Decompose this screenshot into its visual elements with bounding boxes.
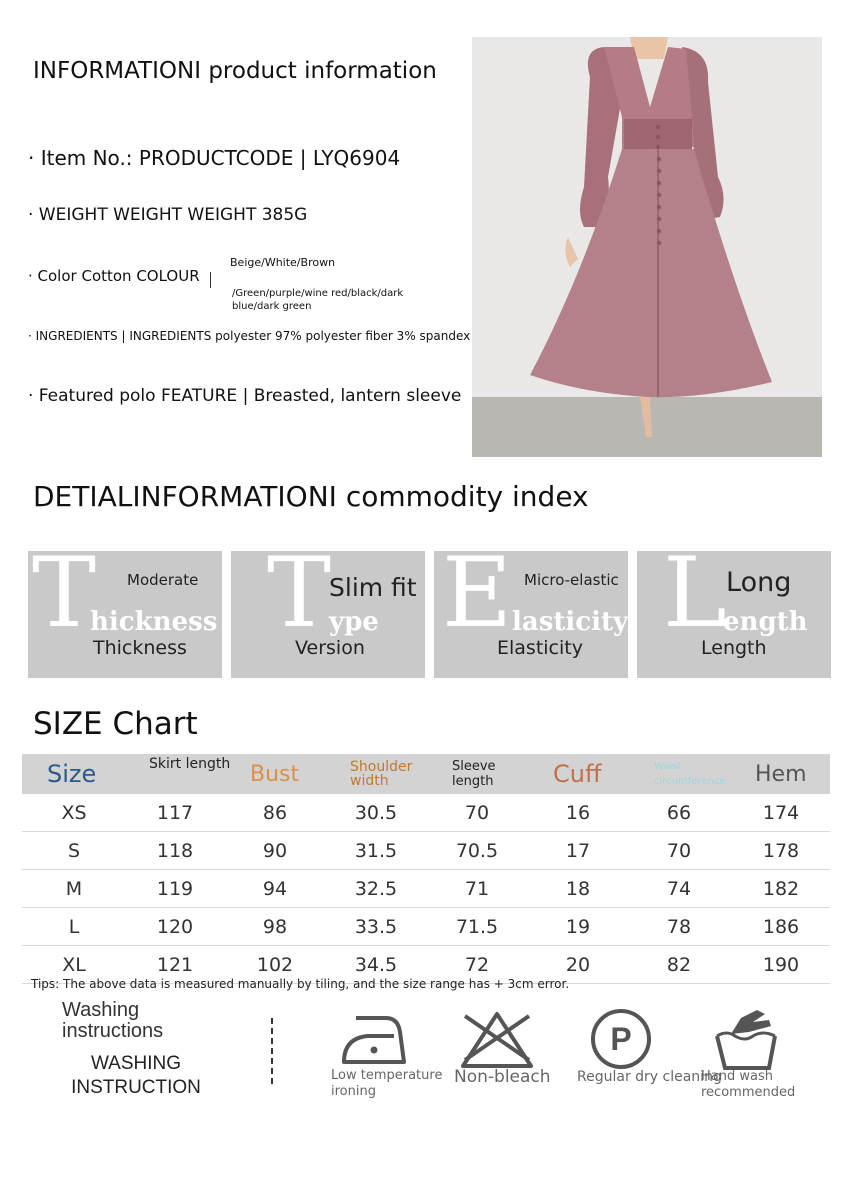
washing-subtitle: WASHING INSTRUCTION	[71, 1053, 201, 1098]
card-ghost-word: hickness	[90, 607, 218, 637]
bleach-label: Non-bleach	[454, 1067, 551, 1087]
type-card	[231, 551, 425, 678]
color-options-secondary: /Green/purple/wine red/black/dark blue/dark green	[232, 288, 404, 312]
color-options-primary: Beige/White/Brown	[230, 256, 336, 269]
svg-text:P: P	[610, 1021, 632, 1057]
table-cell: 120	[156, 915, 194, 938]
color-divider	[210, 272, 211, 288]
table-cell: 82	[666, 953, 692, 976]
table-cell: S	[67, 839, 81, 862]
table-cell: 71.5	[455, 915, 499, 938]
table-cell: 34.5	[354, 953, 398, 976]
table-cell: 102	[256, 953, 294, 976]
card-label: Version	[295, 637, 365, 659]
hand-wash-label: Hand wash recommended	[701, 1069, 796, 1100]
feature-line: · Featured polo FEATURE | Breasted, lantern sleeve	[28, 386, 462, 406]
color-label: · Color Cotton COLOUR	[28, 267, 200, 285]
washing-divider	[271, 1018, 273, 1084]
card-letter: E	[442, 551, 513, 649]
table-row	[22, 908, 830, 946]
table-cell: XS	[61, 801, 87, 824]
table-row	[22, 870, 830, 908]
hand-wash-icon	[713, 1008, 779, 1074]
table-cell: 98	[262, 915, 288, 938]
header-cuff: Cuff	[553, 760, 602, 788]
card-value: Slim fit	[329, 573, 417, 602]
card-value: Micro-elastic	[524, 571, 619, 589]
table-cell: 16	[565, 801, 591, 824]
table-cell: 86	[262, 801, 288, 824]
table-cell: 117	[156, 801, 194, 824]
card-ghost-word: ype	[329, 607, 379, 637]
dry-clean-p-icon	[590, 1008, 654, 1076]
card-value: Moderate	[127, 571, 199, 589]
card-letter: T	[32, 551, 97, 649]
table-cell: 19	[565, 915, 591, 938]
detail-title: DETIALINFORMATIONI commodity index	[33, 480, 589, 513]
no-bleach-icon	[459, 1008, 535, 1072]
header-size: Size	[47, 760, 97, 788]
table-cell: 31.5	[354, 839, 398, 862]
washing-title: Washing instructions	[62, 999, 164, 1042]
size-table-body	[22, 794, 830, 984]
size-table-header	[22, 754, 830, 794]
card-label: Elasticity	[497, 637, 583, 659]
length-card	[637, 551, 831, 678]
table-cell: M	[65, 877, 83, 900]
card-label: Length	[701, 637, 767, 659]
header-bust: Bust	[250, 761, 300, 787]
header-waist-circumference: Waist circumference	[654, 761, 726, 787]
table-cell: 90	[262, 839, 288, 862]
weight-line: · WEIGHT WEIGHT WEIGHT 385G	[28, 205, 308, 225]
iron-low-icon	[338, 1008, 408, 1072]
measurement-tips: Tips: The above data is measured manually by tiling, and the size range has + 3cm error.	[31, 977, 570, 991]
card-label: Thickness	[93, 637, 187, 659]
card-value: Long	[726, 567, 792, 598]
table-cell: 70.5	[455, 839, 499, 862]
table-row	[22, 832, 830, 870]
item-number: · Item No.: PRODUCTCODE | LYQ6904	[28, 146, 401, 170]
info-title: INFORMATIONI product information	[33, 58, 437, 84]
table-cell: 118	[156, 839, 194, 862]
size-table	[22, 754, 830, 984]
table-cell: 20	[565, 953, 591, 976]
table-cell: 66	[666, 801, 692, 824]
table-cell: 121	[156, 953, 194, 976]
dry-clean-label: Regular dry cleaning	[577, 1069, 722, 1085]
card-ghost-word: ength	[723, 607, 808, 637]
table-cell: 78	[666, 915, 692, 938]
product-photo	[472, 37, 822, 457]
table-cell: 178	[762, 839, 800, 862]
table-cell: 94	[262, 877, 288, 900]
card-letter: L	[663, 551, 727, 649]
table-row	[22, 794, 830, 832]
table-cell: 17	[565, 839, 591, 862]
header-sleeve-length: Sleeve length	[452, 759, 496, 789]
elasticity-card	[434, 551, 628, 678]
header-hem: Hem	[755, 761, 807, 787]
table-cell: 70	[666, 839, 692, 862]
table-cell: 74	[666, 877, 692, 900]
table-cell: 70	[464, 801, 490, 824]
table-cell: 30.5	[354, 801, 398, 824]
header-shoulder-width: Shoulder width	[350, 759, 413, 789]
table-cell: 18	[565, 877, 591, 900]
card-ghost-word: lasticity	[512, 607, 628, 637]
table-cell: 33.5	[354, 915, 398, 938]
table-cell: 72	[464, 953, 490, 976]
table-cell: 174	[762, 801, 800, 824]
thickness-card	[28, 551, 222, 678]
table-cell: 119	[156, 877, 194, 900]
ingredients-line: · INGREDIENTS | INGREDIENTS polyester 97% polyester fiber 3% spandex	[28, 329, 471, 343]
table-cell: 186	[762, 915, 800, 938]
size-chart-title: SIZE Chart	[33, 706, 198, 742]
iron-label: Low temperature ironing	[331, 1068, 443, 1099]
table-cell: L	[68, 915, 80, 938]
table-cell: 182	[762, 877, 800, 900]
table-cell: 190	[762, 953, 800, 976]
table-cell: 32.5	[354, 877, 398, 900]
header-skirt-length: Skirt length	[149, 756, 231, 772]
table-cell: 71	[464, 877, 490, 900]
table-cell: XL	[62, 953, 86, 976]
card-letter: T	[267, 551, 332, 649]
